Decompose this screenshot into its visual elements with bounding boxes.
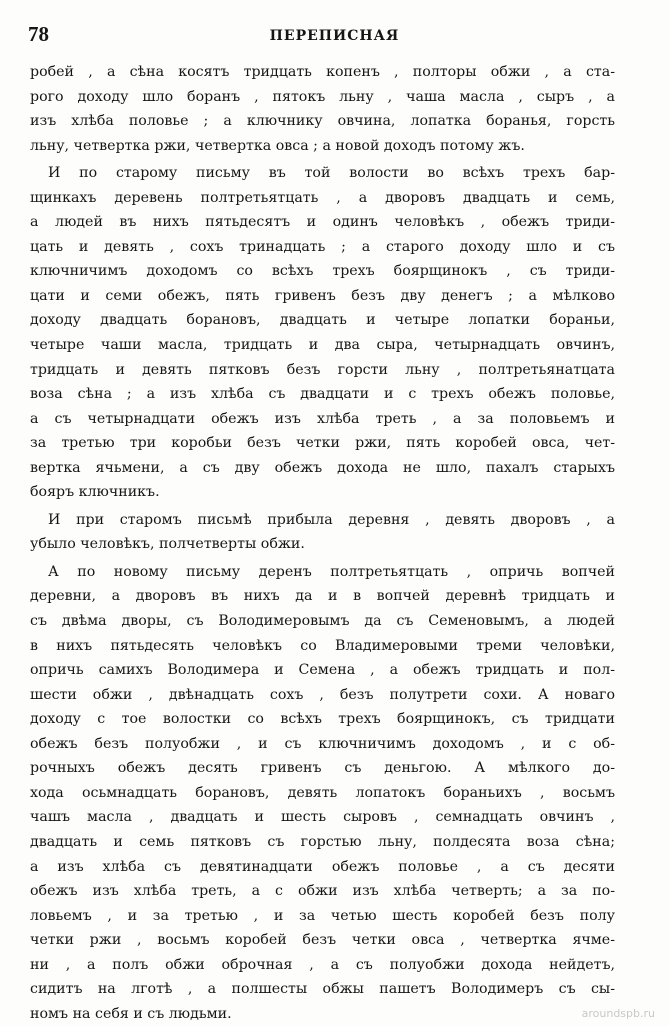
text-line: обежъ безъ полуобжи , и съ ключничимъ доходомъ , и с об- — [30, 735, 615, 752]
text-line: изъ хлѣба половье ; а ключнику овчина, лопатка боранья, горсть — [30, 113, 615, 130]
text-line: хода осьмнадцать борановъ, девять лопатокъ бораньихъ , восьмъ — [30, 784, 615, 801]
text-line: ключничимъ доходомъ со всѣхъ трехъ боярщинокъ , съ триди- — [30, 263, 615, 280]
text-line: двадцать и семь пятковъ съ горстью льну, полдесята воза сѣна; — [30, 833, 615, 850]
text-line: робей , а сѣна косятъ тридцать копенъ , полторы обжи , а ста- — [30, 64, 615, 80]
text-line: доходу с тое волостки со всѣхъ трехъ боярщинокъ, съ тридцати — [30, 711, 615, 728]
text-line: убыло человѣкъ, полчетверты обжи. — [30, 536, 305, 553]
text-line: рочныхъ обежъ десять гривенъ съ деньгою. А мѣлкого до- — [30, 760, 615, 777]
text-line: сидитъ на лготѣ , а полшесты обжы пашетъ Володимеръ съ сы- — [30, 981, 615, 998]
text-line: А по новому письму деренъ полтретьятцать , опричь вопчей — [48, 563, 615, 580]
text-line: четки ржи , восьмъ коробей безъ четки овса , четвертка ячме- — [30, 932, 615, 949]
text-line: номъ на себя и съ людьми. — [30, 1005, 232, 1022]
paragraph — [30, 161, 615, 505]
text-line: опричь самихъ Володимера и Семена , а обежъ тридцать и пол- — [30, 662, 615, 679]
text-line: доходу двадцать борановъ, двадцать и четыре лопатки бораньи, — [30, 312, 615, 329]
text-line: четыре чаши масла, тридцать и два сыра, четырнадцать овчинъ, — [30, 337, 615, 354]
paragraph — [30, 560, 615, 1026]
text-line: в нихъ пятьдесять человѣкъ со Владимеровыми треми человѣки, — [30, 637, 615, 654]
text-line: ловьемъ , и за третью , и за четью шесть коробей безъ полу — [30, 907, 615, 924]
text-line: воза сѣна ; а изъ хлѣба съ двадцати и с трехъ обежъ половье, — [30, 386, 615, 403]
text-line: рого доходу шло боранъ , пятокъ льну , чаша масла , сыръ , а — [30, 88, 615, 105]
text-line: а изъ хлѣба съ девятинадцати обежъ половье , а съ десяти — [30, 858, 615, 875]
text-line: чашъ масла , двадцать и шесть сыровъ , семнадцать овчинъ , — [30, 809, 615, 826]
text-line: ни , а полъ обжи оброчная , а съ полуобжи дохода нейдетъ, — [30, 956, 615, 973]
paragraph — [30, 60, 615, 158]
text-line: а людей въ нихъ пятьдесятъ и одинъ человѣкъ , обежъ триди- — [30, 214, 615, 231]
text-line: деревни, а дворовъ въ нихъ да и в вопчей деревнѣ тридцать и — [30, 588, 615, 605]
page-number: 78 — [28, 22, 49, 46]
text-line: съ двѣма дворы, съ Володимеровымъ да съ Семеновымъ, а людей — [30, 613, 615, 630]
text-line: щинкахъ деревень полтретьятцать , а дворовъ двадцать и семь, — [30, 189, 615, 206]
text-line: тридцать и девять пятковъ безъ горсти льну , полтретьянатцата — [30, 361, 615, 378]
text-line: обежъ изъ хлѣба треть, а с обжи изъ хлѣба четверть; а за по- — [30, 883, 615, 900]
text-line: цать и девять , сохъ тринадцать ; а старого доходу шло и съ — [30, 238, 615, 255]
text-line: цати и семи обежъ, пять гривенъ безъ дву денегъ ; а мѣлково — [30, 287, 615, 304]
text-line: шести обжи , двѣнадцать сохъ , безъ полутрети сохи. А новаго — [30, 686, 615, 703]
watermark: aroundspb.ru — [581, 1007, 655, 1020]
text-line: бояръ ключникъ. — [30, 484, 160, 501]
text-line: И при старомъ письмѣ прибыла деревня , девять дворовъ , а — [48, 511, 615, 528]
paragraph — [30, 508, 615, 557]
text-line: И по старому письму въ той волости во всѣхъ трехъ бар- — [48, 165, 615, 182]
text-line: вертка ячьмени, а съ дву обежъ дохода не шло, пахалъ старыхъ — [30, 459, 615, 476]
text-line: льну, четвертка ржи, четвертка овса ; а новой доходъ потому жъ. — [30, 137, 525, 154]
text-line: за третью три коробьи безъ четки ржи, пять коробей овса, чет- — [30, 435, 615, 452]
running-head: ПЕРЕПИСНАЯ — [269, 28, 400, 44]
body-text — [30, 60, 615, 1026]
text-line: а съ четырнадцати обежъ изъ хлѣба треть , а за половьемъ и — [30, 410, 615, 427]
